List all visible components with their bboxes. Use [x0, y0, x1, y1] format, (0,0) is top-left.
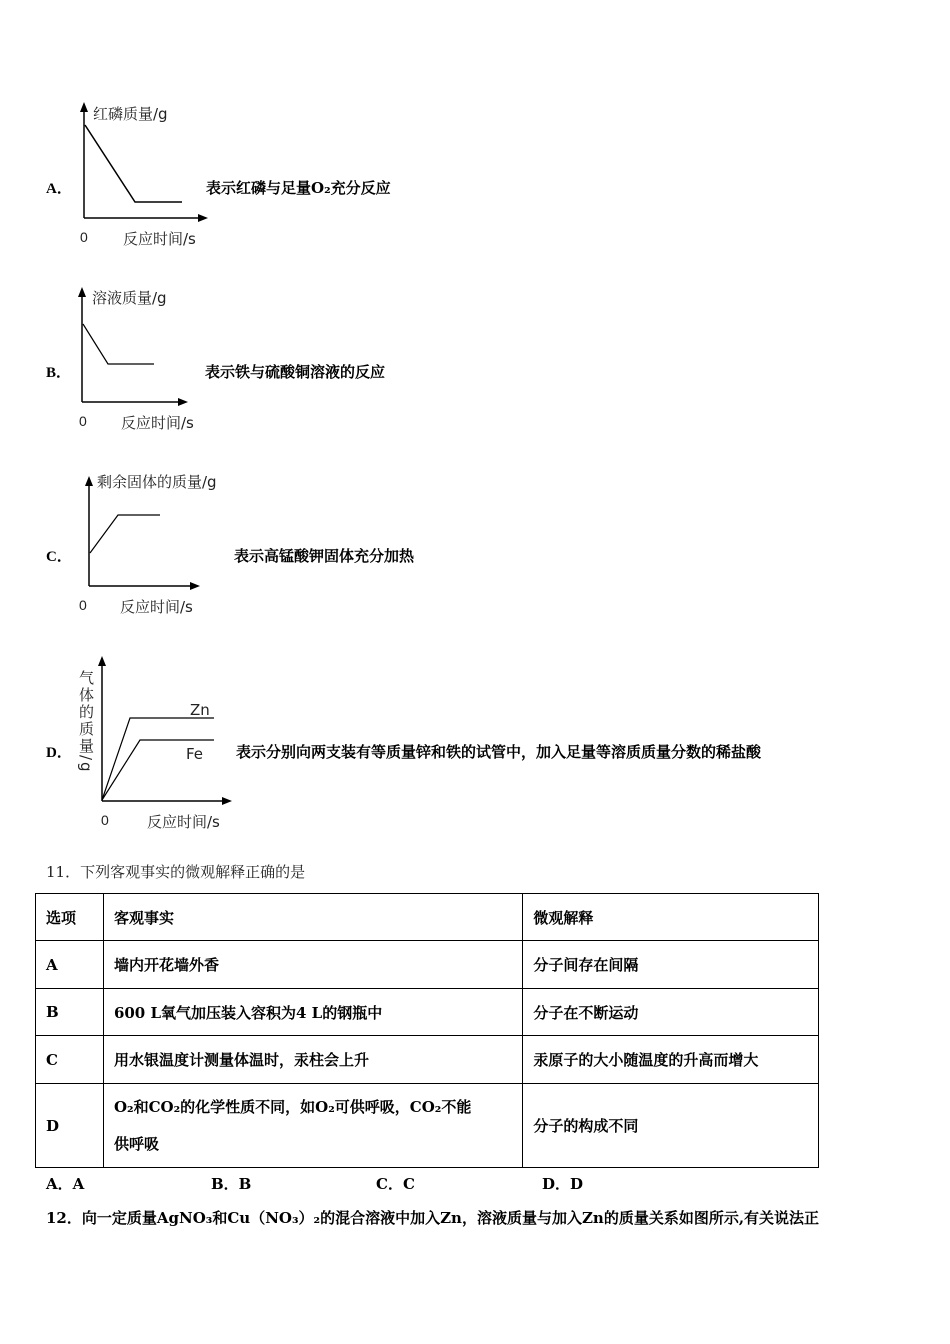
option-d-y-label: 气体的质量/g [77, 670, 95, 774]
row-d-explanation: 分子的构成不同 [523, 1084, 819, 1168]
q11-table [35, 893, 819, 1168]
option-a-letter: A． [46, 181, 72, 197]
table-row [36, 989, 819, 1036]
option-d-fe-label: Fe [186, 745, 204, 763]
option-b-x-label: 反应时间/s [121, 414, 194, 432]
option-a-origin: 0 [80, 229, 88, 245]
option-d-x-arrow [222, 797, 232, 805]
header-fact: 客观事实 [103, 894, 522, 941]
header-option: 选项 [36, 894, 104, 941]
answer-d[interactable]: D．D [542, 1175, 584, 1193]
option-d-x-label: 反应时间/s [147, 813, 220, 831]
row-c-fact: 用水银温度计测量体温时，汞柱会上升 [103, 1036, 522, 1084]
option-c-origin: 0 [79, 597, 87, 613]
option-a-x-label: 反应时间/s [123, 230, 196, 248]
answer-b[interactable]: B．B [211, 1175, 252, 1193]
option-b-y-label: 溶液质量/g [92, 289, 167, 307]
row-a-option: A [36, 941, 104, 989]
option-c-x-label: 反应时间/s [120, 598, 193, 616]
row-d-option: D [36, 1084, 104, 1168]
option-c-letter: C． [46, 549, 72, 565]
answer-a[interactable]: A．A [46, 1175, 85, 1193]
row-a-explanation: 分子间存在间隔 [523, 941, 819, 989]
option-b-letter: B． [46, 365, 72, 381]
row-c-explanation: 汞原子的大小随温度的升高而增大 [523, 1036, 819, 1084]
option-d-origin: 0 [101, 812, 109, 828]
row-b-explanation: 分子在不断运动 [523, 989, 819, 1036]
option-a-y-label: 红磷质量/g [93, 105, 168, 123]
option-b-desc: 表示铁与硫酸铜溶液的反应 [205, 363, 386, 381]
table-row [36, 941, 819, 989]
row-d-fact [103, 1084, 522, 1168]
table-row [36, 1084, 819, 1168]
option-d-y-arrow [98, 656, 106, 666]
row-a-fact: 墙内开花墙外香 [103, 941, 522, 989]
q12-stem: 12．向一定质量AgNO₃和Cu（NO₃）₂的混合溶液中加入Zn，溶液质量与加入Zn的质量关系如图所示,有关说法正 [46, 1209, 820, 1227]
row-d-fact-line2: 供呼吸 [113, 1134, 159, 1153]
row-c-option: C [36, 1036, 104, 1084]
option-d-letter: D． [46, 745, 72, 761]
option-d-desc: 表示分别向两支装有等质量锌和铁的试管中，加入足量等溶质质量分数的稀盐酸 [236, 743, 762, 761]
row-b-option: B [36, 989, 104, 1036]
option-d-zn-label: Zn [190, 701, 210, 719]
option-d-graph [0, 0, 300, 840]
row-b-fact: 600 L氧气加压装入容积为4 L的钢瓶中 [103, 989, 522, 1036]
q11-stem: 11．下列客观事实的微观解释正确的是 [46, 863, 306, 881]
option-a-desc: 表示红磷与足量O₂充分反应 [206, 179, 391, 197]
option-b-origin: 0 [79, 413, 87, 429]
option-c-desc: 表示高锰酸钾固体充分加热 [234, 547, 415, 565]
header-explanation: 微观解释 [523, 894, 819, 941]
option-c-y-label: 剩余固体的质量/g [97, 473, 217, 491]
row-d-fact-line1: O₂和CO₂的化学性质不同，如O₂可供呼吸，CO₂不能 [113, 1097, 472, 1116]
table-header-row [36, 894, 819, 941]
table-row [36, 1036, 819, 1084]
answer-c[interactable]: C．C [376, 1175, 415, 1193]
